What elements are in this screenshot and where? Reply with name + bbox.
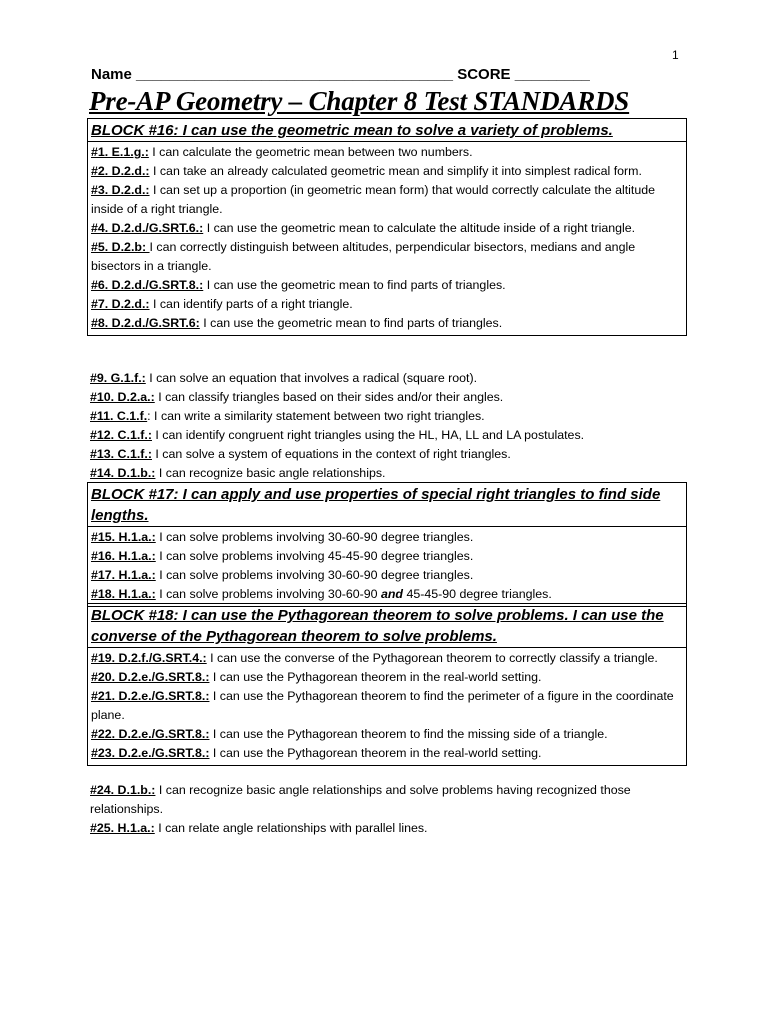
standard-text-cont: 45-45-90 degree triangles. <box>403 587 552 601</box>
unboxed-standards-list <box>87 369 687 483</box>
standard-code: #14. D.1.b.: <box>90 466 156 480</box>
standard-code: #24. D.1.b.: <box>90 783 156 797</box>
block-heading: BLOCK #16: I can use the geometric mean to solve a variety of problems. <box>88 119 686 142</box>
standard-text: I can use the Pythagorean theorem to find the missing side of a triangle. <box>209 727 608 741</box>
standards-list <box>88 527 686 606</box>
page-title: Pre-AP Geometry – Chapter 8 Test STANDARDS <box>89 86 630 116</box>
standard-text: I can solve an equation that involves a radical (square root). <box>145 371 478 385</box>
standard-item <box>91 585 683 604</box>
standard-item <box>91 143 683 162</box>
standard-item <box>91 162 683 181</box>
standard-text: I can classify triangles based on their sides and/or their angles. <box>154 390 504 404</box>
standard-item <box>91 528 683 547</box>
standards-list <box>88 142 686 335</box>
standard-text: I can solve a system of equations in the context of right triangles. <box>151 447 511 461</box>
block-heading: BLOCK #17: I can apply and use properties of special right triangles to find side lengths. <box>88 483 686 527</box>
standard-code: #17. H.1.a.: <box>91 568 156 582</box>
standard-item <box>90 445 684 464</box>
standard-code: #7. D.2.d.: <box>91 297 150 311</box>
standard-item <box>91 276 683 295</box>
standard-text: I can use the geometric mean to calculate the altitude inside of a right triangle. <box>203 221 636 235</box>
standard-code: #15. H.1.a.: <box>91 530 156 544</box>
block-18 <box>87 603 687 766</box>
standard-item <box>91 547 683 566</box>
emphasis-and: and <box>380 587 403 601</box>
standard-item <box>91 725 683 744</box>
standard-item <box>90 819 684 838</box>
standard-item <box>91 649 683 668</box>
standard-code: #25. H.1.a.: <box>90 821 155 835</box>
standard-text: I can identify congruent right triangles using the HL, HA, LL and LA postulates. <box>151 428 585 442</box>
standard-text: I can set up a proportion (in geometric mean form) that would correctly calculate the altitude inside of a right triangle. <box>91 183 656 216</box>
page-number: 1 <box>672 48 679 62</box>
block-heading: BLOCK #18: I can use the Pythagorean theorem to solve problems. I can use the converse of the Pythagorean theorem to solve problems. <box>88 604 686 648</box>
standard-item <box>90 369 684 388</box>
standard-text: I can use the Pythagorean theorem to find the perimeter of a figure in the coordinate plane. <box>91 689 674 722</box>
standard-code: #21. D.2.e./G.SRT.8.: <box>91 689 210 703</box>
standard-item <box>91 744 683 763</box>
standard-code: #23. D.2.e./G.SRT.8.: <box>91 746 210 760</box>
standard-item <box>91 566 683 585</box>
standard-item <box>90 464 684 483</box>
standard-text: I can calculate the geometric mean between two numbers. <box>148 145 473 159</box>
standard-code: #18. H.1.a.: <box>91 587 156 601</box>
standard-text: I can use the Pythagorean theorem in the real-world setting. <box>209 746 542 760</box>
standard-text: I can recognize basic angle relationships. <box>155 466 386 480</box>
standard-text: I can relate angle relationships with parallel lines. <box>154 821 428 835</box>
standard-code: #9. G.1.f.: <box>90 371 146 385</box>
standard-code: #11. C.1.f. <box>90 409 148 423</box>
standard-text: I can identify parts of a right triangle. <box>149 297 353 311</box>
standard-text: I can use the geometric mean to find parts of triangles. <box>199 316 503 330</box>
standard-item <box>90 781 684 819</box>
standard-code: #6. D.2.d./G.SRT.8.: <box>91 278 204 292</box>
name-score-line: Name ______________________________________ SCORE _________ <box>91 66 590 83</box>
standard-text: I can use the geometric mean to find parts of triangles. <box>203 278 506 292</box>
standard-item <box>90 388 684 407</box>
standard-item <box>91 687 683 725</box>
standard-code: #5. D.2.b: <box>91 240 150 254</box>
standard-item <box>91 219 683 238</box>
standard-code: #1. E.1.g.: <box>91 145 149 159</box>
standard-code: #12. C.1.f.: <box>90 428 152 442</box>
standard-code: #22. D.2.e./G.SRT.8.: <box>91 727 210 741</box>
standard-code: #10. D.2.a.: <box>90 390 155 404</box>
standard-item <box>90 407 684 426</box>
standard-text: I can use the Pythagorean theorem in the real-world setting. <box>209 670 542 684</box>
standard-item <box>91 668 683 687</box>
standard-code: #2. D.2.d.: <box>91 164 150 178</box>
standard-code: #4. D.2.d./G.SRT.6.: <box>91 221 204 235</box>
standards-list <box>88 648 686 765</box>
block-17 <box>87 482 687 607</box>
standard-code: #19. D.2.f./G.SRT.4.: <box>91 651 207 665</box>
standard-text: I can take an already calculated geometric mean and simplify it into simplest radical form. <box>149 164 642 178</box>
standard-text: I can recognize basic angle relationships and solve problems having recognized those relationships. <box>90 783 631 816</box>
standard-code: #13. C.1.f.: <box>90 447 152 461</box>
standard-text: I can correctly distinguish between altitudes, perpendicular bisectors, medians and angle bisectors in a triangle. <box>91 240 636 273</box>
standard-code: #16. H.1.a.: <box>91 549 156 563</box>
standard-code: #20. D.2.e./G.SRT.8.: <box>91 670 210 684</box>
standard-text: : I can write a similarity statement between two right triangles. <box>147 409 485 423</box>
standard-text: I can solve problems involving 30-60-90 <box>155 587 381 601</box>
standard-code: #3. D.2.d.: <box>91 183 150 197</box>
standard-text: I can solve problems involving 45-45-90 degree triangles. <box>155 549 474 563</box>
unboxed-standards-list-2 <box>87 781 687 838</box>
standard-item <box>91 295 683 314</box>
standard-text: I can solve problems involving 30-60-90 degree triangles. <box>155 530 474 544</box>
standard-text: I can solve problems involving 30-60-90 degree triangles. <box>155 568 474 582</box>
standard-item <box>91 314 683 333</box>
standard-item <box>91 238 683 276</box>
standard-item <box>90 426 684 445</box>
standard-code: #8. D.2.d./G.SRT.6: <box>91 316 200 330</box>
standard-text: I can use the converse of the Pythagorean theorem to correctly classify a triangle. <box>206 651 658 665</box>
standard-item <box>91 181 683 219</box>
block-16 <box>87 118 687 336</box>
